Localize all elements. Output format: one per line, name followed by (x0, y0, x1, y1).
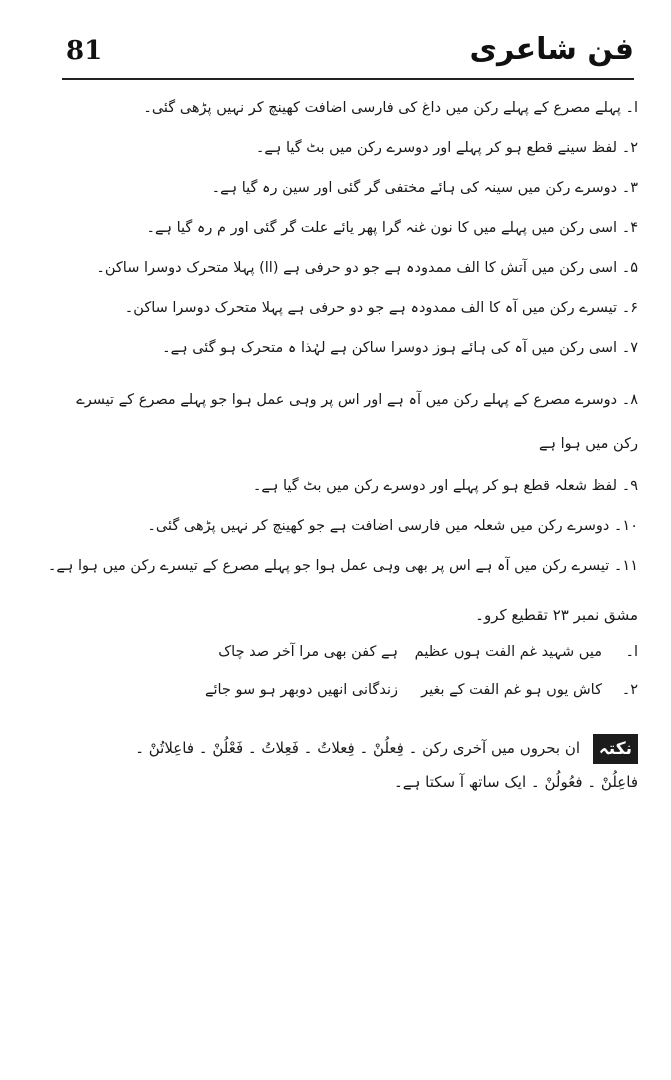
couplet-second-line: ہے کفن بھی مرا آخر صد چاک (218, 644, 398, 660)
list-item: ۲۔ لفظ سینے قطع ہو کر پہلے اور دوسرے رکن میں بٹ گیا ہے۔ (255, 140, 638, 156)
list-item: ۹۔ لفظ شعلہ قطع ہو کر پہلے اور دوسرے رکن میں بٹ گیا ہے۔ (252, 478, 638, 494)
exercise-title: مشق نمبر ۲۳ تقطیع کرو۔ (475, 606, 638, 624)
page-body (47, 88, 638, 796)
page-header (62, 28, 634, 86)
list-item: ۴۔ اسی رکن میں پہلے میں کا نون غنہ گرا پھر یائے علت گر گئی اور م رہ گیا ہے۔ (146, 220, 638, 236)
list-item: ۷۔ اسی رکن میں آہ کی ہائے ہوز دوسرا ساکن ہے لہٰذا ہ متحرک ہو گئی ہے۔ (162, 340, 638, 356)
couplet-second-line: زندگانی انھیں دوبھر ہو سو جائے (204, 682, 398, 698)
couplet (56, 644, 638, 672)
list-item: ۱۱۔ تیسرے رکن میں آہ ہے اس پر بھی وہی عمل ہوا جو پہلے مصرع کے تیسرے رکن میں ہوا ہے۔ (47, 558, 638, 574)
header-rule (62, 78, 634, 80)
list-item: ۱۰۔ دوسرے رکن میں شعلہ میں فارسی اضافت ہے جو کھینچ کر نہیں پڑھی گئی۔ (147, 518, 638, 534)
list-item: ۶۔ تیسرے رکن میں آہ کا الف ممدودہ ہے جو دو حرفی ہے پہلا متحرک دوسرا ساکن۔ (124, 300, 638, 316)
note-line-2: فاعِلُنْ ۔ فعُولُنْ ۔ ایک ساتھ آ سکتا ہے۔ (394, 773, 638, 791)
couplet-number: ا۔ (625, 644, 638, 660)
running-title: فن شاعری (469, 32, 634, 67)
note-badge: نکتہ (593, 734, 638, 764)
list-item: ۸۔ دوسرے مصرع کے پہلے رکن میں آہ ہے اور اس پر وہی عمل ہوا جو پہلے مصرع کے تیسرے رکن میں ہوا ہے (76, 392, 638, 452)
page-number: 81 (66, 36, 103, 66)
list-item: ۵۔ اسی رکن میں آتش کا الف ممدودہ ہے جو دو حرفی ہے (اا) پہلا متحرک دوسرا ساکن۔ (96, 260, 638, 276)
couplet (56, 682, 638, 710)
couplet-first-line: کاش یوں ہو غم الفت کے بغیر (421, 682, 602, 698)
list-item: ا۔ پہلے مصرع کے پہلے رکن میں داغ کی فارسی اضافت کھینچ کر نہیں پڑھی گئی۔ (143, 100, 638, 116)
note-line-1: ان بحروں میں آخری رکن ۔ فِعلُنْ ۔ فِعلاتُ ۔ فَعِلاتُ ۔ فَعْلُنْ ۔ فاعِلاتُنْ ۔ (135, 739, 581, 757)
list-item: ۳۔ دوسرے رکن میں سینہ کی ہائے مختفی گر گئی اور سین رہ گیا ہے۔ (211, 180, 638, 196)
note-block (56, 728, 638, 768)
couplet-number: ۲۔ (621, 682, 638, 698)
couplet-first-line: میں شہید غم الفت ہوں عظیم (414, 644, 602, 660)
